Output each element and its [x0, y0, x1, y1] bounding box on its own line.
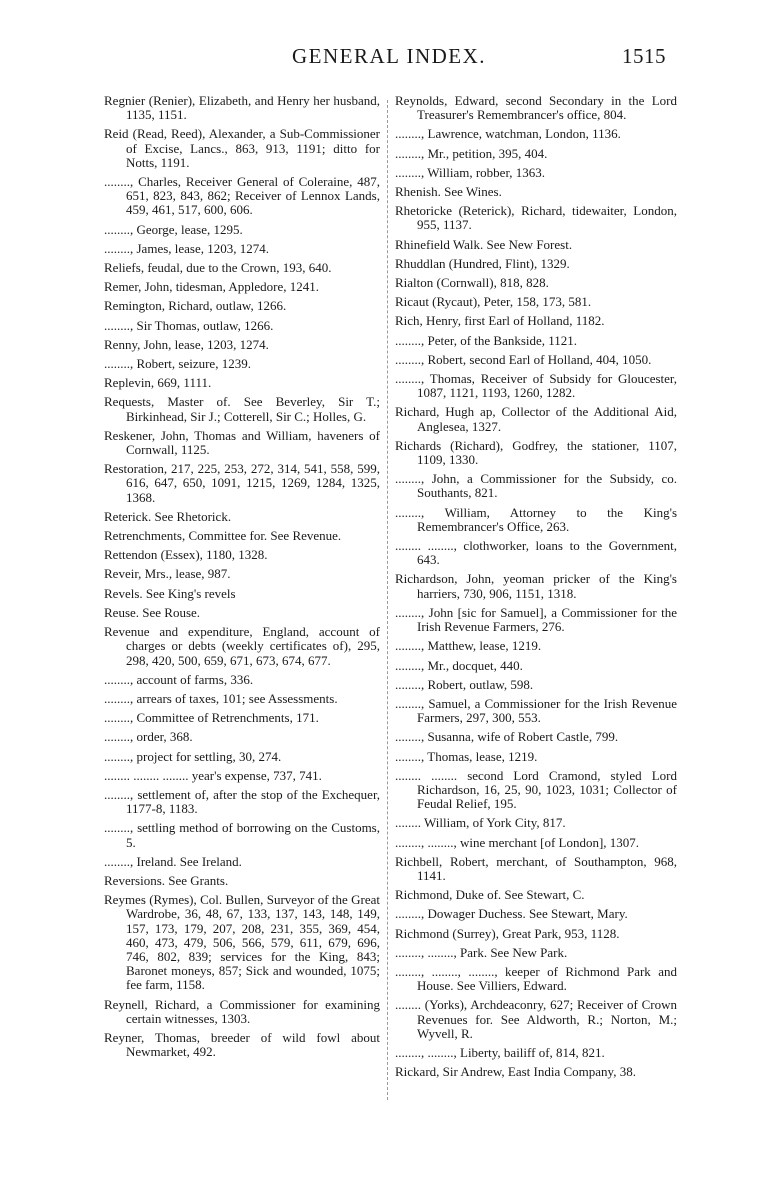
- index-entry: Ricaut (Rycaut), Peter, 158, 173, 581.: [395, 294, 592, 310]
- index-entry: Richards (Richard), Godfrey, the stationer, 1107, 1109, 1330.: [395, 437, 677, 468]
- index-entry: ........, John, a Commissioner for the Subsidy, co. Southants, 821.: [395, 471, 677, 501]
- index-entry: ........, settling method of borrowing on the Customs, 5.: [104, 820, 380, 850]
- index-entry: ........ (Yorks), Archdeaconry, 627; Receiver of Crown Revenues for. See Aldworth, R.; Norton, M.; Wyvell, R.: [395, 997, 677, 1041]
- index-entry: Rhenish. See Wines.: [395, 184, 502, 200]
- index-entry: Richmond (Surrey), Great Park, 953, 1128.: [395, 925, 620, 941]
- index-entry: Rettendon (Essex), 1180, 1328.: [104, 547, 268, 563]
- index-entry: ........, Thomas, lease, 1219.: [395, 748, 538, 764]
- index-entry: Rickard, Sir Andrew, East India Company, 38.: [395, 1064, 636, 1080]
- index-entry: Renny, John, lease, 1203, 1274.: [104, 336, 269, 352]
- index-entry: Richard, Hugh ap, Collector of the Additional Aid, Anglesea, 1327.: [395, 404, 677, 434]
- index-entry: Richbell, Robert, merchant, of Southampton, 968, 1141.: [395, 853, 677, 883]
- index-entry: Reliefs, feudal, due to the Crown, 193, 640.: [104, 260, 332, 276]
- index-entry: Richmond, Duke of. See Stewart, C.: [395, 887, 585, 903]
- index-entry: Rhetoricke (Reterick), Richard, tidewaiter, London, 955, 1137.: [395, 203, 677, 233]
- index-entry: ........, John [sic for Samuel], a Commissioner for the Irish Revenue Farmers, 276.: [395, 604, 677, 635]
- index-entry: ........, William, robber, 1363.: [395, 164, 546, 180]
- index-entry: ........, ........, wine merchant [of London], 1307.: [395, 834, 640, 850]
- index-entry: ........ William, of York City, 817.: [395, 815, 566, 831]
- index-entry: ........, Thomas, Receiver of Subsidy for Gloucester, 1087, 1121, 1193, 1260, 1282.: [395, 371, 677, 401]
- index-entry: Reyner, Thomas, breeder of wild fowl about Newmarket, 492.: [104, 1029, 380, 1060]
- index-entry: ........, Dowager Duchess. See Stewart, Mary.: [395, 906, 628, 922]
- index-entry: ........ ........ second Lord Cramond, styled Lord Richardson, 16, 25, 90, 1023, 1031; Collector of Feudal Relief, 195.: [395, 767, 677, 812]
- index-entry: Richardson, John, yeoman pricker of the King's harriers, 730, 906, 1151, 1318.: [395, 571, 677, 601]
- index-entry: Remington, Richard, outlaw, 1266.: [104, 298, 287, 314]
- index-entry: Reynolds, Edward, second Secondary in the Lord Treasurer's Remembrancer's office, 804.: [395, 93, 677, 123]
- index-entry: ........, William, Attorney to the King's Remembrancer's Office, 263.: [395, 504, 677, 534]
- index-entry: ........, Matthew, lease, 1219.: [395, 638, 542, 654]
- index-entry: Reveir, Mrs., lease, 987.: [104, 566, 231, 582]
- index-entry: Revenue and expenditure, England, account of charges or debts (weekly certificates of), 295, 298, 420, 500, 659, 671, 673, 674, 677.: [104, 624, 380, 668]
- index-entry: Reymes (Rymes), Col. Bullen, Surveyor of the Great Wardrobe, 36, 48, 67, 133, 137, 143, 148, 149, 157, 173, 179, 207, 208, 231, 355, 369, 454, 460, 473, 479, 506, 566, 579, 611, 679, 696, 746, 802, 839; services for the King, 843; Baronet moneys, 857; Sick and wounded, 1075; fee farm, 1158.: [104, 892, 380, 993]
- index-entry: ........, Lawrence, watchman, London, 1136.: [395, 126, 621, 142]
- index-entry: Reynell, Richard, a Commissioner for examining certain witnesses, 1303.: [104, 996, 380, 1026]
- index-entry: Retrenchments, Committee for. See Revenue.: [104, 528, 342, 544]
- page-header: [0, 44, 770, 74]
- index-entry: Reskener, John, Thomas and William, haveners of Cornwall, 1125.: [104, 427, 380, 458]
- index-entry: Rialton (Cornwall), 818, 828.: [395, 275, 549, 291]
- index-entry: Regnier (Renier), Elizabeth, and Henry her husband, 1135, 1151.: [104, 93, 380, 123]
- page-number: 1515: [622, 44, 666, 68]
- index-entry: ........, Peter, of the Bankside, 1121.: [395, 332, 578, 348]
- index-entry: ........, Robert, second Earl of Holland, 404, 1050.: [395, 351, 652, 367]
- index-entry: Reterick. See Rhetorick.: [104, 508, 232, 524]
- index-entry: ........, Robert, seizure, 1239.: [104, 356, 251, 372]
- index-entry: Reid (Read, Reed), Alexander, a Sub-Commissioner of Excise, Lancs., 863, 913, 1191; ditto for Notts, 1191.: [104, 126, 380, 170]
- index-entry: ........, order, 368.: [104, 729, 193, 745]
- index-entry: ........, Committee of Retrenchments, 171.: [104, 710, 319, 726]
- index-entry: ........, George, lease, 1295.: [104, 221, 243, 237]
- index-entry: Remer, John, tidesman, Appledore, 1241.: [104, 279, 320, 295]
- index-entry: Rhuddlan (Hundred, Flint), 1329.: [395, 255, 570, 271]
- index-entry: Reversions. See Grants.: [104, 872, 229, 888]
- index-entry: ........, arrears of taxes, 101; see Assessments.: [104, 690, 338, 706]
- index-entry: ........, Robert, outlaw, 598.: [395, 676, 534, 692]
- index-entry: ........, Mr., petition, 395, 404.: [395, 145, 548, 161]
- index-entry: Replevin, 669, 1111.: [104, 375, 212, 391]
- index-entry: ........, ........, Liberty, bailiff of, 814, 821.: [395, 1044, 605, 1060]
- page-title: GENERAL INDEX.: [292, 44, 487, 68]
- index-entry: ........, James, lease, 1203, 1274.: [104, 240, 270, 256]
- index-entry: ........ ........, clothworker, loans to the Government, 643.: [395, 538, 677, 568]
- index-entry: ........, Sir Thomas, outlaw, 1266.: [104, 317, 274, 333]
- index-entry: Rich, Henry, first Earl of Holland, 1182.: [395, 313, 605, 329]
- index-entry: ........, ........, ........, keeper of Richmond Park and House. See Villiers, Edward.: [395, 963, 677, 994]
- index-column-right: [395, 94, 677, 1084]
- index-entry: ........, Charles, Receiver General of Coleraine, 487, 651, 823, 843, 862; Receiver of Lennox Lands, 459, 461, 517, 600, 606.: [104, 174, 380, 218]
- index-entry: ........, Susanna, wife of Robert Castle, 799.: [395, 729, 619, 745]
- index-entry: ........ ........ ........ year's expense, 737, 741.: [104, 767, 322, 783]
- column-divider: [387, 100, 388, 1100]
- index-entry: ........, account of farms, 336.: [104, 671, 254, 687]
- index-entry: ........, project for settling, 30, 274.: [104, 748, 282, 764]
- index-entry: ........, settlement of, after the stop of the Exchequer, 1177-8, 1183.: [104, 786, 380, 817]
- index-entry: ........, Mr., docquet, 440.: [395, 657, 523, 673]
- index-entry: ........, Samuel, a Commissioner for the Irish Revenue Farmers, 297, 300, 553.: [395, 695, 677, 726]
- index-entry: Reuse. See Rouse.: [104, 604, 201, 620]
- index-entry: ........, ........, Park. See New Park.: [395, 944, 568, 960]
- index-column-left: [104, 94, 380, 1064]
- index-entry: Rhinefield Walk. See New Forest.: [395, 236, 573, 252]
- index-entry: Revels. See King's revels: [104, 585, 236, 601]
- index-entry: ........, Ireland. See Ireland.: [104, 853, 242, 869]
- index-entry: Restoration, 217, 225, 253, 272, 314, 541, 558, 599, 616, 647, 650, 1091, 1215, 1269, 1284, 1325, 1368.: [104, 461, 380, 505]
- index-entry: Requests, Master of. See Beverley, Sir T.; Birkinhead, Sir J.; Cotterell, Sir C.; Holles, G.: [104, 394, 380, 424]
